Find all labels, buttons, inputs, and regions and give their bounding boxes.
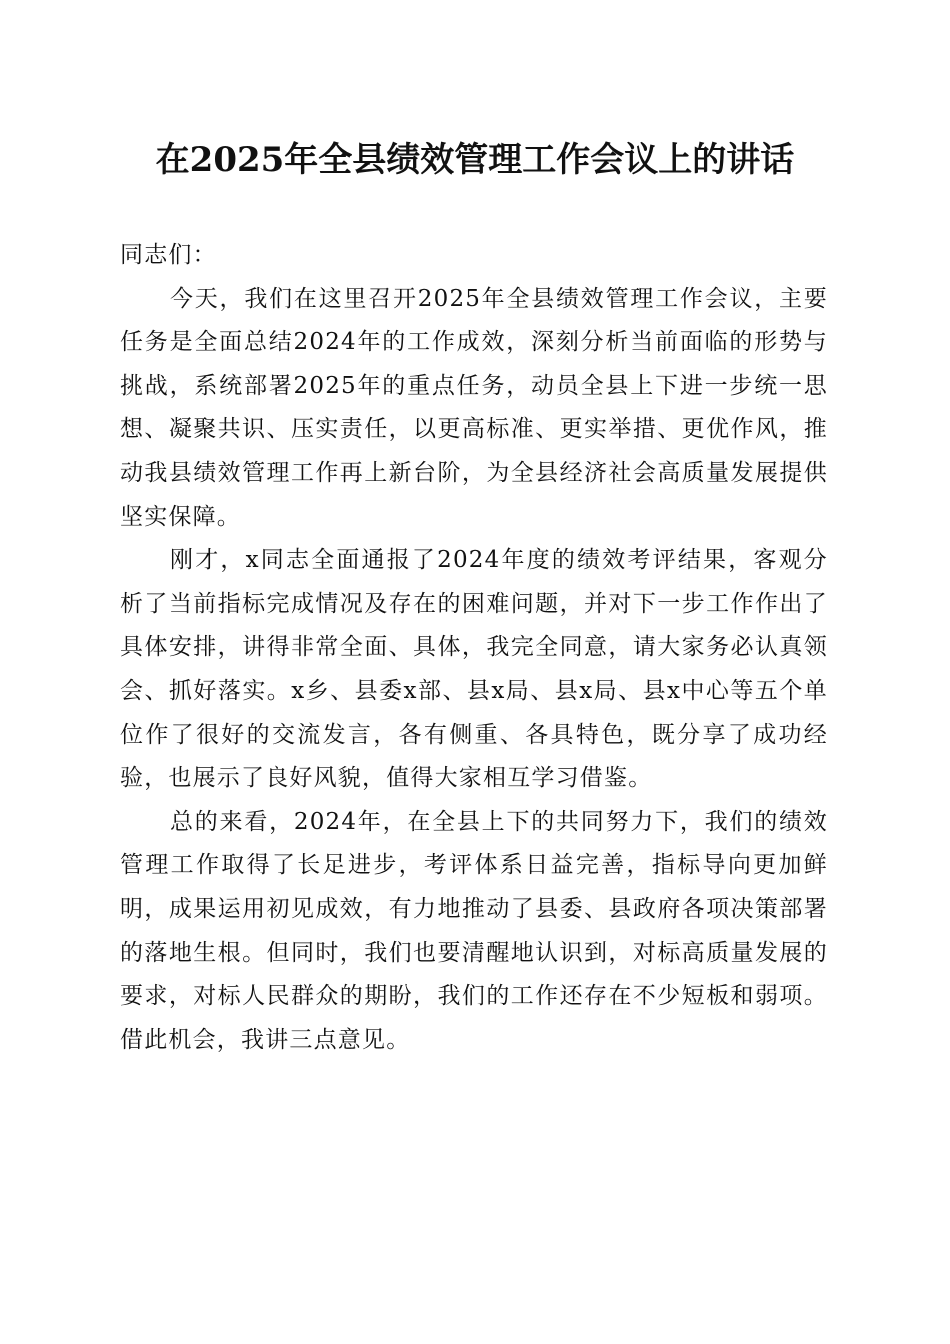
salutation: 同志们： xyxy=(120,242,217,268)
document-title: 在2025年全县绩效管理工作会议上的讲话 xyxy=(155,140,795,180)
paragraph-summary: 总的来看，2024年，在全县上下的共同努力下，我们的绩效管理工作取得了长足进步，考评体系日益完善，指标导向更加鲜明，成果运用初见成效，有力地推动了县委、县政府各项决策部署的落地生根。但同时，我们也要清醒地认识到，对标高质量发展的要求，对标人民群众的期盼，我们的工作还存在不少短板和弱项。借此机会，我讲三点意见。 xyxy=(120,808,828,1053)
paragraph-opening: 今天，我们在这里召开2025年全县绩效管理工作会议，主要任务是全面总结2024年的工作成效，深刻分析当前面临的形势与挑战，系统部署2025年的重点任务，动员全县上下进一步统一思想、凝聚共识、压实责任，以更高标准、更实举措、更优作风，推动我县绩效管理工作再上新台阶，为全县经济社会高质量发展提供坚实保障。 xyxy=(120,285,828,530)
document-body xyxy=(120,234,828,1062)
paragraph-review: 刚才，x同志全面通报了2024年度的绩效考评结果，客观分析了当前指标完成情况及存在的困难问题，并对下一步工作作出了具体安排，讲得非常全面、具体，我完全同意，请大家务必认真领会、抓好落实。x乡、县委x部、县x局、县x局、县x中心等五个单位作了很好的交流发言，各有侧重、各具特色，既分享了成功经验，也展示了良好风貌，值得大家相互学习借鉴。 xyxy=(120,547,828,792)
